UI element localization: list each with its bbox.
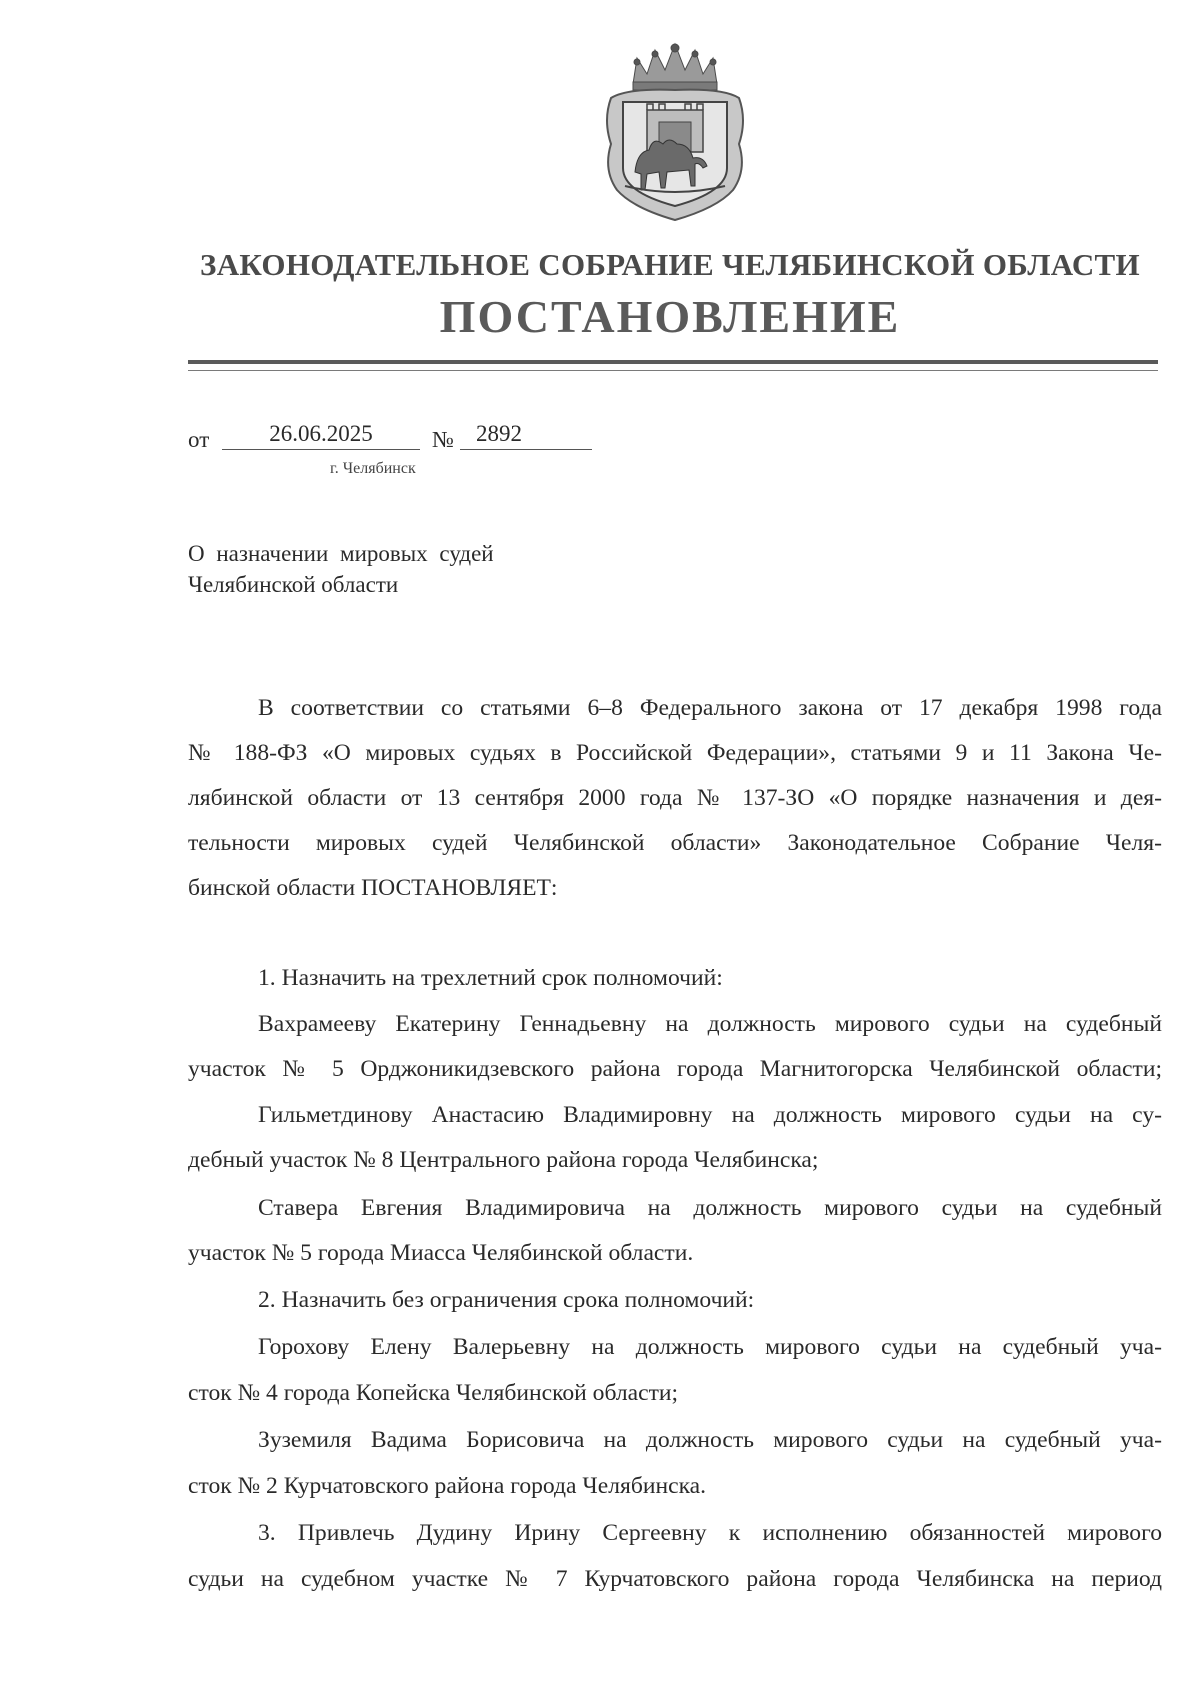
subject-line: О назначении мировых судей (188, 541, 494, 566)
body-line: дебный участок № 8 Центрального района города Челябинска; (188, 1147, 819, 1173)
organization-name: ЗАКОНОДАТЕЛЬНОЕ СОБРАНИЕ ЧЕЛЯБИНСКОЙ ОБЛАСТИ (200, 247, 1140, 282)
subject-line: Челябинской области (188, 572, 399, 597)
body-line: 2. Назначить без ограничения срока полномочий: (258, 1287, 755, 1313)
date-label: от (188, 427, 210, 452)
body-line: сток № 2 Курчатовского района города Челябинска. (188, 1473, 707, 1499)
document-city: г. Челябинск (330, 460, 416, 477)
body-line: Зуземиля Вадима Борисовича на должность мирового судьи на судебный уча- (258, 1427, 1162, 1453)
number-label: № (432, 427, 454, 452)
document-number: 2892 (460, 421, 592, 450)
body-line: Вахрамееву Екатерину Геннадьевну на должность мирового судьи на судебный (258, 1011, 1162, 1037)
body-line: 3. Привлечь Дудину Ирину Сергеевну к исполнению обязанностей мирового (258, 1520, 1162, 1546)
document-subject (188, 538, 608, 600)
document-date: 26.06.2025 (222, 421, 420, 450)
body-line: В соответствии со статьями 6–8 Федерального закона от 17 декабря 1998 года (258, 695, 1162, 721)
body-line: 1. Назначить на трехлетний срок полномочий: (258, 965, 723, 991)
body-line: № 188-ФЗ «О мировых судьях в Российской Федерации», статьями 9 и 11 Закона Че- (188, 740, 1162, 766)
body-line: Горохову Елену Валерьевну на должность мирового судьи на судебный уча- (258, 1334, 1162, 1360)
coat-of-arms-emblem-icon (603, 40, 747, 222)
body-line: Ставера Евгения Владимировича на должность мирового судьи на судебный (258, 1195, 1162, 1221)
body-line: сток № 4 города Копейска Челябинской области; (188, 1380, 679, 1406)
header-divider-thin (188, 370, 1158, 371)
document-meta-row (188, 421, 788, 455)
body-line: судьи на судебном участке № 7 Курчатовского района города Челябинска на период (188, 1566, 1162, 1592)
document-type-title: ПОСТАНОВЛЕНИЕ (439, 291, 901, 342)
body-line: тельности мировых судей Челябинской области» Законодательное Собрание Челя- (188, 830, 1162, 856)
body-line: участок № 5 города Миасса Челябинской области. (188, 1240, 694, 1266)
header-divider-thick (188, 360, 1158, 364)
body-line: бинской области ПОСТАНОВЛЯЕТ: (188, 875, 558, 901)
body-line: Гильметдинову Анастасию Владимировну на должность мирового судьи на су- (258, 1102, 1162, 1128)
body-line: лябинской области от 13 сентября 2000 года № 137-ЗО «О порядке назначения и дея- (188, 785, 1162, 811)
body-line: участок № 5 Орджоникидзевского района города Магнитогорска Челябинской области; (188, 1056, 1162, 1082)
